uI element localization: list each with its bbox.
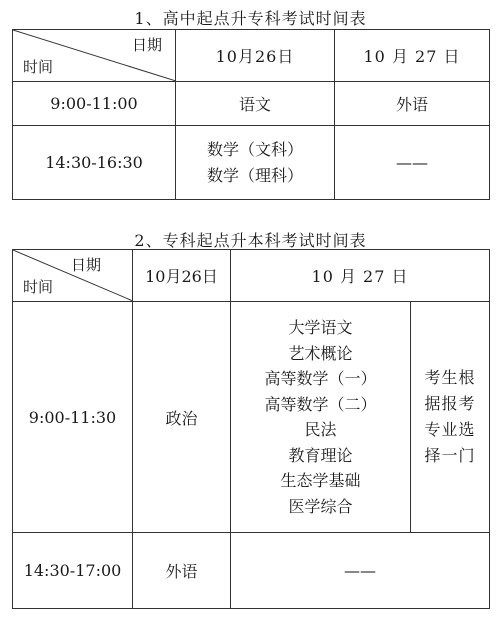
subject-math-arts: 数学（文科） bbox=[206, 139, 303, 159]
date-header-label: 日期 bbox=[70, 256, 101, 274]
date-time-header-cell bbox=[13, 250, 133, 302]
time-slot-afternoon: 14:30-17:00 bbox=[13, 533, 133, 609]
date-oct27-header: 10 月 27 日 bbox=[335, 30, 490, 82]
selection-note-cell bbox=[411, 302, 490, 533]
note-line: 专业选 bbox=[424, 420, 476, 439]
subject-list-item: 大学语文 bbox=[288, 318, 353, 337]
subject-list-item: 医学综合 bbox=[288, 496, 353, 516]
subject-list-item: 高等数学（一） bbox=[264, 369, 377, 388]
elective-subjects-cell bbox=[231, 302, 411, 533]
date-oct27-header: 10 月 27 日 bbox=[231, 250, 490, 302]
no-exam-dash: —— bbox=[335, 126, 490, 200]
time-slot-morning: 9:00-11:30 bbox=[13, 302, 133, 533]
time-header-label: 时间 bbox=[23, 58, 54, 76]
subject-foreign-language: 外语 bbox=[335, 82, 490, 126]
table1-title: 1、高中起点升专科考试时间表 bbox=[134, 9, 367, 28]
subject-math-science: 数学（理科） bbox=[206, 165, 303, 185]
subject-list-item: 高等数学（二） bbox=[264, 394, 377, 414]
subject-list-item: 生态学基础 bbox=[280, 471, 361, 490]
subject-list-item: 艺术概论 bbox=[288, 343, 353, 363]
table2-title: 2、专科起点升本科考试时间表 bbox=[134, 231, 367, 250]
date-oct26-header: 10月26日 bbox=[176, 30, 335, 82]
note-line: 择一门 bbox=[424, 446, 476, 465]
time-slot-morning: 9:00-11:00 bbox=[13, 82, 176, 126]
subject-chinese: 语文 bbox=[176, 82, 335, 126]
note-line: 据报考 bbox=[424, 394, 476, 413]
date-time-header-cell bbox=[13, 30, 176, 82]
note-line: 考生根 bbox=[424, 368, 476, 387]
exam-schedule-table-1 bbox=[12, 29, 490, 200]
subject-foreign-language: 外语 bbox=[133, 533, 231, 609]
time-header-label: 时间 bbox=[23, 278, 54, 296]
time-slot-afternoon: 14:30-16:30 bbox=[13, 126, 176, 200]
subject-list-item: 教育理论 bbox=[288, 445, 353, 465]
date-header-label: 日期 bbox=[131, 36, 162, 54]
date-oct26-header: 10月26日 bbox=[133, 250, 231, 302]
exam-schedule-table-2 bbox=[12, 249, 490, 609]
no-exam-dash: —— bbox=[231, 533, 490, 609]
subject-politics: 政治 bbox=[133, 302, 231, 533]
math-subjects-cell bbox=[176, 126, 335, 200]
subject-list-item: 民法 bbox=[304, 420, 337, 439]
